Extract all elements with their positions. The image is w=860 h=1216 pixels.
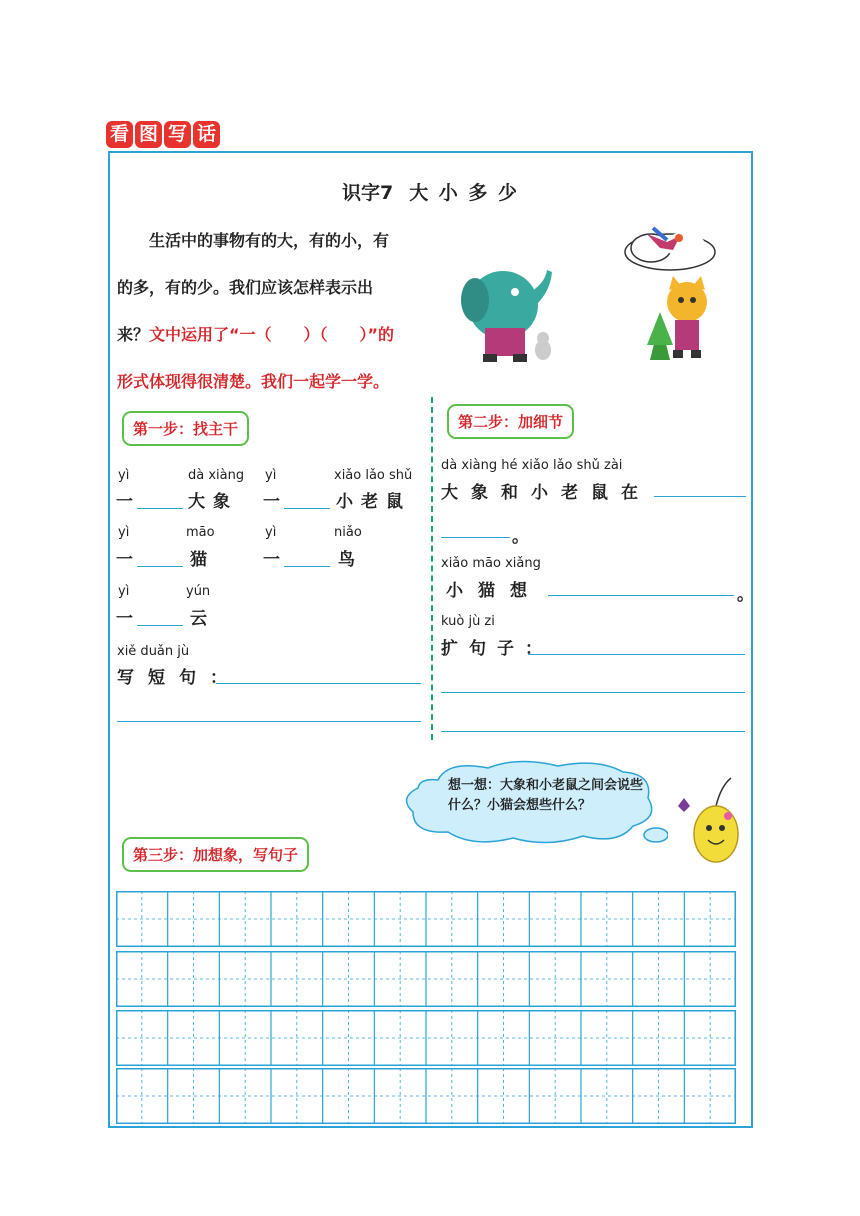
intro-line: 的多，有的少。我们应该怎样表示出: [117, 278, 374, 297]
answer-blank[interactable]: [654, 496, 746, 497]
answer-blank[interactable]: [284, 566, 330, 567]
lesson-name: 大 小 多 少: [409, 182, 520, 204]
mouse-illustration: [535, 332, 551, 360]
intro-line: 形式体现得很清楚。我们一起学一学。: [117, 372, 390, 391]
punctuation: 。: [512, 527, 537, 547]
pinyin: dà xiàng hé xiǎo lǎo shǔ zài: [441, 458, 623, 473]
step2-label: 第二步：加细节: [447, 404, 574, 439]
pinyin: yì: [118, 525, 130, 540]
page-title: [108, 178, 753, 205]
intro-red-text: 文中运用了“一（ ）（ ）”的: [149, 325, 395, 344]
pinyin: yì: [265, 468, 277, 483]
step3-label: 第三步：加想象，写句子: [122, 837, 309, 872]
hanzi: 一: [263, 550, 288, 570]
pinyin: yì: [118, 468, 130, 483]
answer-blank[interactable]: [137, 566, 183, 567]
punctuation: 。: [737, 585, 762, 605]
lesson-number: 识字7: [341, 182, 394, 204]
intro-line: 生活中的事物有的大，有的小，有: [149, 231, 390, 250]
pinyin: kuò jù zi: [441, 614, 495, 629]
section-badge: [106, 121, 220, 148]
writing-grid-row[interactable]: [116, 891, 736, 947]
answer-line[interactable]: [216, 683, 421, 684]
writing-grid-row[interactable]: [116, 1010, 736, 1066]
column-divider: [431, 397, 433, 740]
think-prompt: 想一想：大象和小老鼠之间会说些什么？小猫会想些什么？: [448, 778, 644, 813]
hanzi: 小老鼠: [336, 492, 411, 512]
answer-line[interactable]: [441, 692, 745, 693]
butterfly-illustration: [678, 798, 690, 812]
hanzi: 一: [116, 609, 141, 629]
pinyin: xiǎo lǎo shǔ: [334, 468, 413, 483]
pinyin: māo: [186, 525, 215, 540]
cat-illustration: [667, 276, 707, 358]
cloud-illustration: [625, 232, 715, 270]
hanzi: 一: [263, 492, 288, 512]
pinyin: dà xiàng: [188, 468, 245, 483]
pinyin: xiǎo māo xiǎng: [441, 556, 541, 571]
pinyin: xiě duǎn jù: [117, 644, 190, 659]
hanzi: 云: [190, 609, 215, 629]
pinyin: yì: [118, 584, 130, 599]
egg-character-illustration: [676, 776, 748, 868]
hanzi: 猫: [190, 550, 215, 570]
answer-line[interactable]: [117, 721, 421, 722]
answer-blank[interactable]: [137, 625, 183, 626]
badge-char: 看: [106, 121, 133, 148]
hanzi: 大象: [188, 492, 238, 512]
pinyin: niǎo: [334, 525, 362, 540]
hanzi: 鸟: [338, 550, 363, 570]
answer-blank[interactable]: [284, 508, 330, 509]
hanzi: 一: [116, 492, 141, 512]
pinyin: yì: [265, 525, 277, 540]
answer-line[interactable]: [528, 654, 745, 655]
hanzi: 大象和小老鼠在: [441, 483, 651, 503]
answer-line[interactable]: [441, 731, 745, 732]
answer-blank[interactable]: [548, 595, 734, 596]
answer-blank[interactable]: [441, 537, 510, 538]
hanzi: 一: [116, 550, 141, 570]
badge-char: 写: [164, 121, 191, 148]
intro-line: [117, 311, 427, 358]
write-sentence-label: 写短句：: [117, 668, 241, 688]
intro-paragraph: [117, 217, 427, 405]
story-illustration: [455, 220, 718, 371]
badge-char: 图: [135, 121, 162, 148]
pinyin: yún: [186, 584, 211, 599]
intro-text: 来？: [117, 325, 150, 344]
expand-sentence-label: 扩句子：: [441, 639, 553, 659]
writing-grid-row[interactable]: [116, 1068, 736, 1124]
hanzi: 小猫想: [446, 581, 542, 601]
badge-char: 话: [193, 121, 220, 148]
writing-grid-row[interactable]: [116, 951, 736, 1007]
answer-blank[interactable]: [137, 508, 183, 509]
tree-illustration: [647, 312, 673, 360]
step1-label: 第一步：找主干: [122, 411, 249, 446]
